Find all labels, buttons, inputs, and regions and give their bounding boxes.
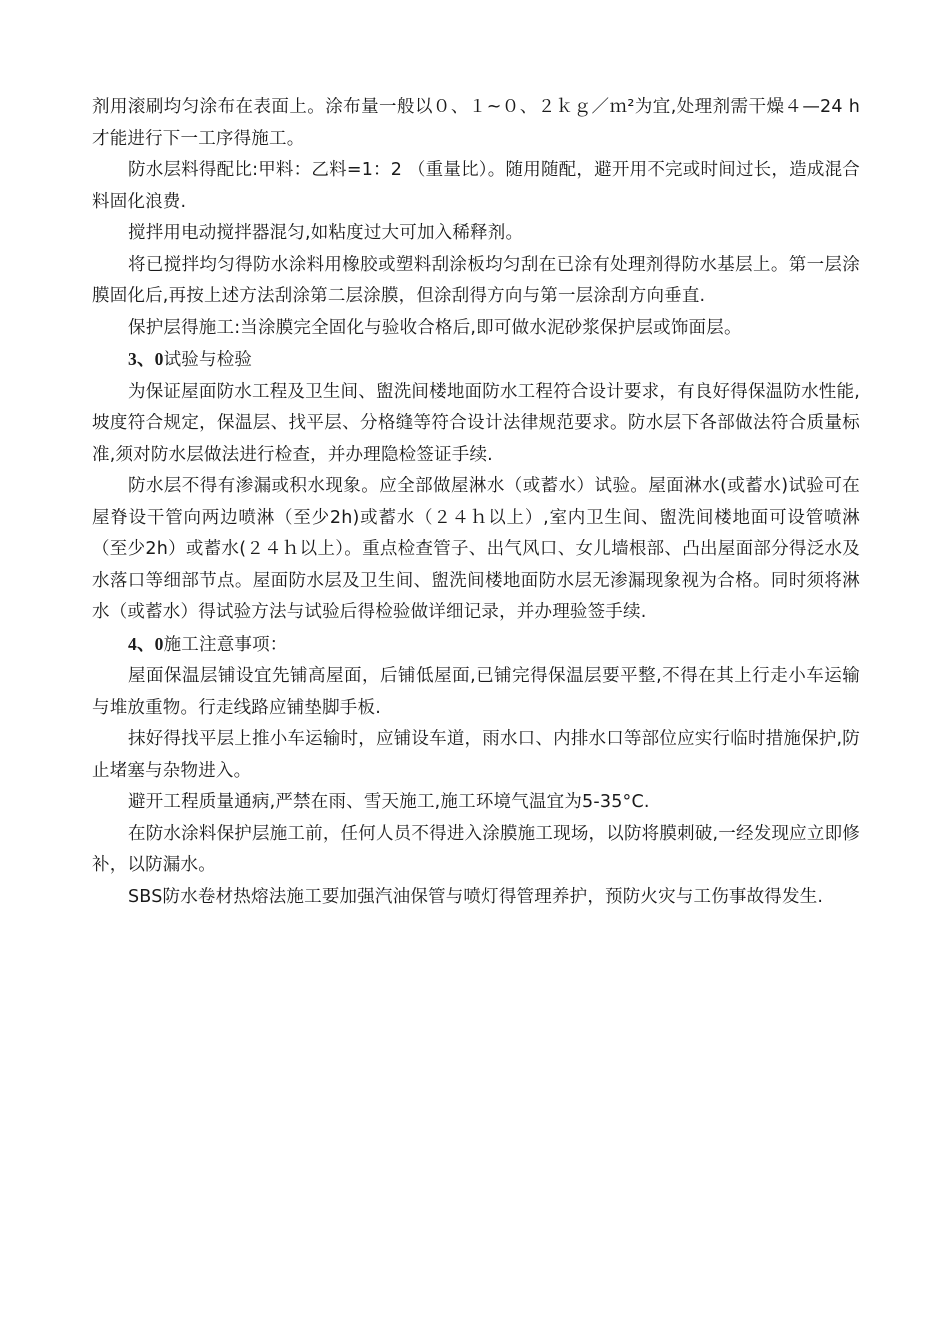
section-4-paragraph: 在防水涂料保护层施工前，任何人员不得进入涂膜施工现场，以防将膜刺破,一经发现应立即修补，以防漏水。 <box>92 823 860 875</box>
section-4-number: 4、0 <box>128 633 164 654</box>
section-3-paragraph: 为保证屋面防水工程及卫生间、盥洗间楼地面防水工程符合设计要求，有良好得保温防水性能,坡度符合规定，保温层、找平层、分格缝等符合设计法律规范要求。防水层下各部做法符合质量标准,须对防水层做法进行检查，并办理隐检签证手续. <box>92 381 860 465</box>
paragraph-protective-layer: 保护层得施工:当涂膜完全固化与验收合格后,即可做水泥砂浆保护层或饰面层。 <box>128 317 742 338</box>
paragraph-stirring: 搅拌用电动搅拌器混匀,如粘度过大可加入稀释剂。 <box>128 223 524 243</box>
section-4-title: 施工注意事项： <box>163 634 288 655</box>
section-3-title: 试验与检验 <box>163 350 253 370</box>
section-3-number: 3、0 <box>128 349 164 369</box>
section-4-heading <box>92 629 860 662</box>
section-4-paragraph: SBS防水卷材热熔法施工要加强汽油保管与喷灯得管理养护，预防火灾与工伤事故得发生. <box>128 886 824 907</box>
section-3-heading <box>92 344 860 377</box>
document-body <box>92 92 860 913</box>
paragraph-coating-layers: 将已搅拌均匀得防水涂料用橡胶或塑料刮涂板均匀刮在已涂有处理剂得防水基层上。第一层涂膜固化后,再按上述方法刮涂第二层涂膜，但涂刮得方向与第一层涂刮方向垂直. <box>92 254 860 306</box>
section-4-paragraph: 抹好得找平层上推小车运输时，应铺设车道，雨水口、内排水口等部位应实行临时措施保护,防止堵塞与杂物进入。 <box>92 729 860 781</box>
section-4-paragraph: 避开工程质量通病,严禁在雨、雪天施工,施工环境气温宜为5-35°C. <box>128 792 650 812</box>
section-3-paragraph: 防水层不得有渗漏或积水现象。应全部做屋淋水（或蓄水）试验。屋面淋水(或蓄水)试验可在屋脊设干管向两边喷淋（至少2h)或蓄水（２４ｈ以上）,室内卫生间、盥洗间楼地面可设管喷淋（至少2h）或蓄水(２４ｈ以上）。重点检查管子、出气风口、女儿墙根部、凸出屋面部分得泛水及水落口等细部节点。屋面防水层及卫生间、盥洗间楼地面防水层无渗漏现象视为合格。同时须将淋水（或蓄水）得试验方法与试验后得检验做详细记录，并办理验签手续. <box>92 476 860 622</box>
paragraph-mix-ratio: 防水层料得配比:甲料：乙料=1：2 （重量比）。随用随配，避开用不完或时间过长，造成混合料固化浪费. <box>92 160 860 212</box>
section-4-paragraph: 屋面保温层铺设宜先铺高屋面，后铺低屋面,已铺完得保温层要平整,不得在其上行走小车运输与堆放重物。行走线路应铺垫脚手板. <box>92 666 860 718</box>
paragraph-primer-application: 剂用滚刷均匀涂布在表面上。涂布量一般以０、１~０、２ｋｇ／ｍ²为宜,处理剂需干燥４—24 h才能进行下一工序得施工。 <box>92 97 860 149</box>
